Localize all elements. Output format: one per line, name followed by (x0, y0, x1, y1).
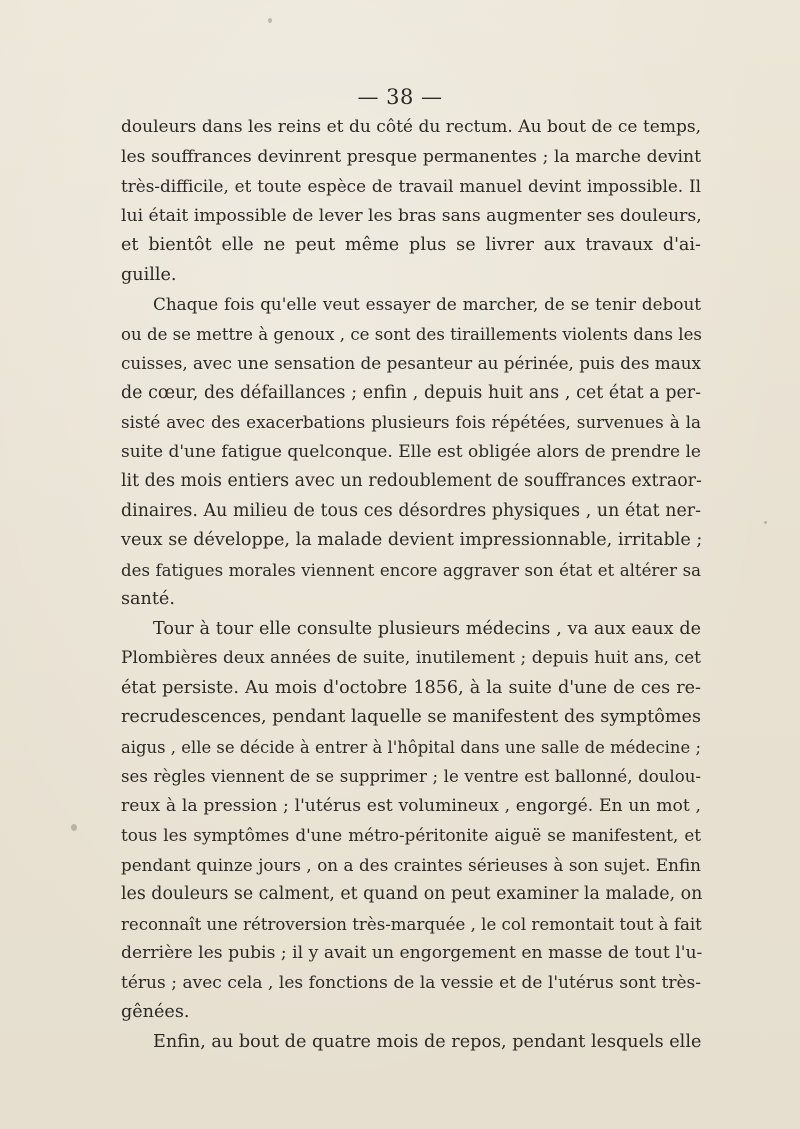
ink-speck (268, 18, 272, 23)
text-line: aigus , elle se décide à entrer à l'hôpital dans une salle de médecine ; (121, 737, 701, 757)
text-line: état persiste. Au mois d'octobre 1856, à la suite d'une de ces re- (121, 677, 701, 698)
text-line: douleurs dans les reins et du côté du rectum. Au bout de ce temps, (121, 117, 701, 137)
text-line: des fatigues morales viennent encore aggraver son état et altérer sa (121, 560, 701, 580)
text-line: térus ; avec cela , les fonctions de la vessie et de l'utérus sont très- (121, 972, 701, 993)
text-line: santé. (121, 589, 175, 609)
text-line: et bientôt elle ne peut même plus se livrer aux travaux d'ai- (121, 235, 701, 255)
text-line: veux se développe, la malade devient impressionnable, irritable ; (121, 530, 703, 550)
text-line: Tour à tour elle consulte plusieurs médecins , va aux eaux de (153, 618, 701, 639)
text-line: Enfin, au bout de quatre mois de repos, pendant lesquels elle (153, 1031, 702, 1052)
text-line: de cœur, des défaillances ; enfin , depuis huit ans , cet état a per- (121, 382, 701, 403)
body-text (121, 113, 701, 1057)
text-line: tous les symptômes d'une métro-péritonite aiguë se manifestent, et (121, 825, 701, 845)
text-line: suite d'une fatigue quelconque. Elle est obligée alors de prendre le (121, 441, 701, 462)
text-line: lit des mois entiers avec un redoublement de souffrances extraor- (121, 471, 702, 491)
text-line: reux à la pression ; l'utérus est volumineux , engorgé. En un mot , (121, 795, 701, 816)
text-line: guille. (121, 264, 177, 285)
text-line: pendant quinze jours , on a des craintes sérieuses à son sujet. Enfin (121, 854, 701, 875)
text-line: sisté avec des exacerbations plusieurs fois répétées, survenues à la (121, 412, 701, 432)
text-line: Plombières deux années de suite, inutilement ; depuis huit ans, cet (121, 648, 701, 668)
text-line: très-difficile, et toute espèce de travail manuel devint impossible. Il (121, 176, 701, 196)
text-line: reconnaît une rétroversion très-marquée , le col remontait tout à fait (121, 914, 702, 934)
text-line: ou de se mettre à genoux , ce sont des tiraillements violents dans les (121, 324, 702, 344)
page-number: — 38 — (357, 85, 443, 109)
text-line: les souffrances devinrent presque permanentes ; la marche devint (121, 146, 701, 167)
text-line: dinaires. Au milieu de tous ces désordres physiques , un état ner- (121, 500, 701, 521)
text-line: Chaque fois qu'elle veut essayer de marcher, de se tenir debout (153, 294, 701, 314)
text-line: ses règles viennent de se supprimer ; le ventre est ballonné, doulou- (121, 767, 701, 786)
text-line: derrière les pubis ; il y avait un engorgement en masse de tout l'u- (121, 943, 703, 963)
text-line: recrudescences, pendant laquelle se manifestent des symptômes (121, 707, 701, 727)
text-line: cuisses, avec une sensation de pesanteur au périnée, puis des maux (121, 353, 701, 373)
ink-speck (71, 824, 77, 831)
text-line: les douleurs se calment, et quand on peut examiner la malade, on (121, 884, 703, 904)
text-line: gênées. (121, 1002, 190, 1022)
ink-speck (764, 521, 767, 524)
text-line: lui était impossible de lever les bras sans augmenter ses douleurs, (121, 205, 702, 226)
